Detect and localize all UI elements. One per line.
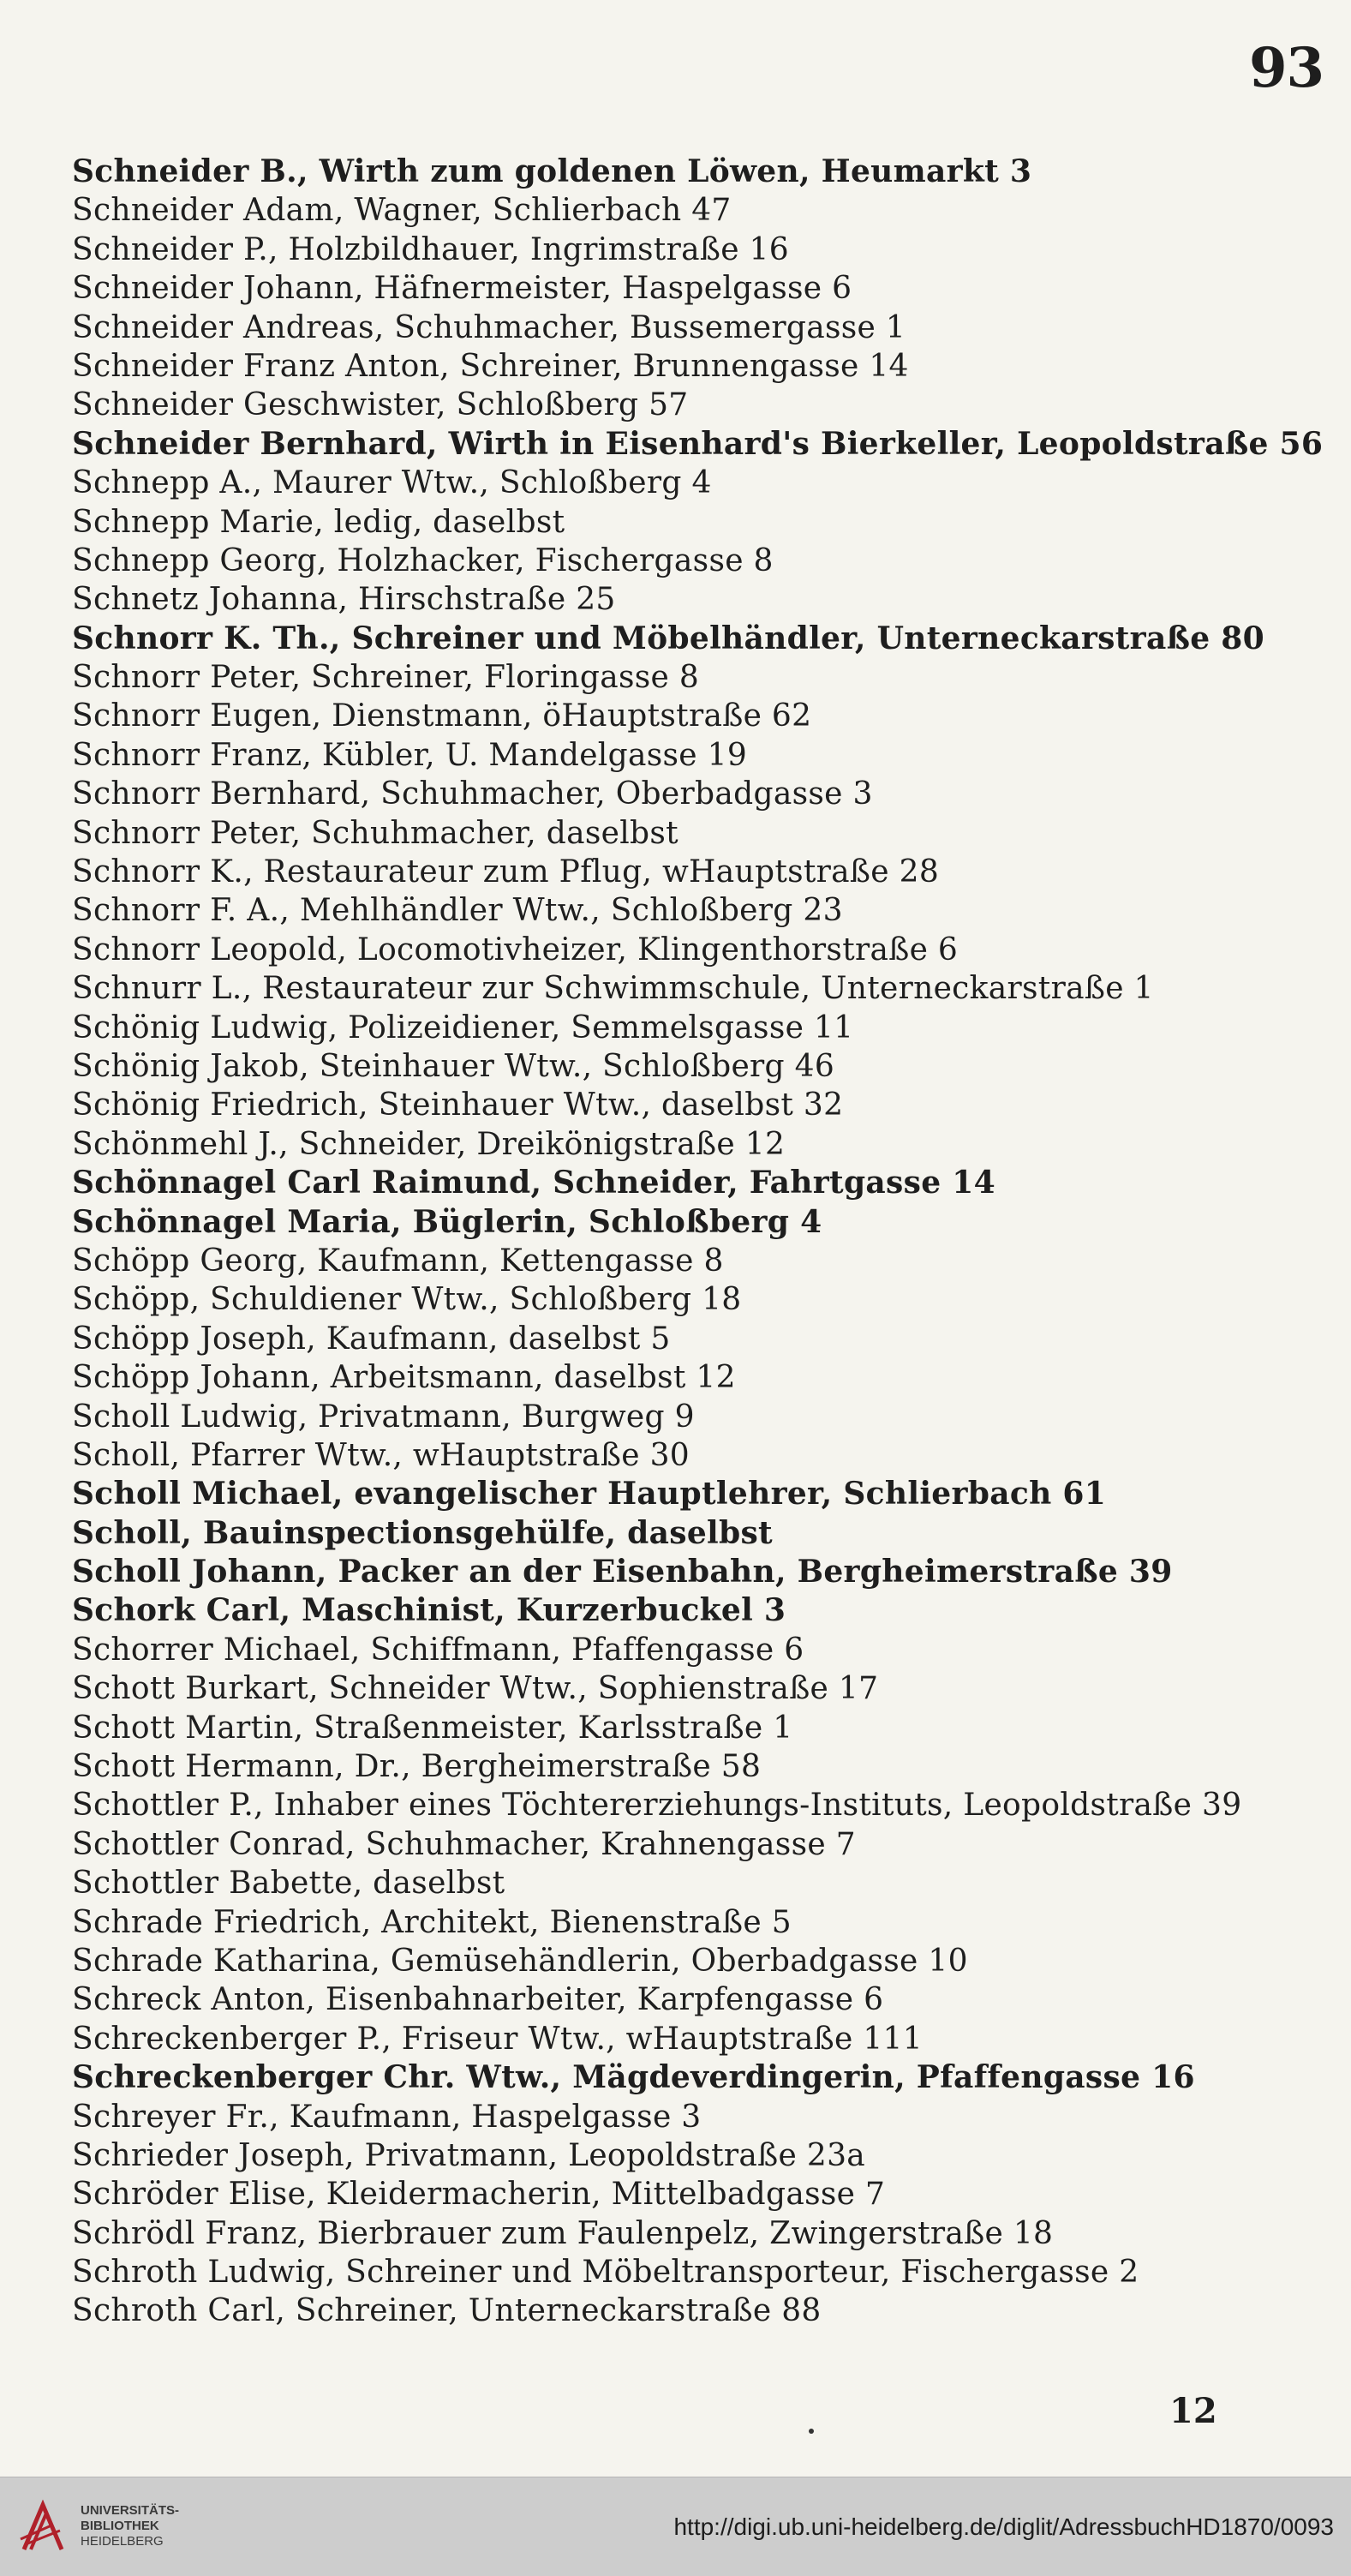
directory-entry: Schreyer Fr., Kaufmann, Haspelgasse 3 [72,2099,702,2135]
directory-entry: Schneider Adam, Wagner, Schlierbach 47 [72,193,732,229]
institution-line: BIBLIOTHEK [81,2519,159,2533]
directory-entry: Schnorr K., Restaurateur zum Pflug, wHauptstraße 28 [72,854,940,890]
directory-entry: Schorrer Michael, Schiffmann, Pfaffengasse 6 [72,1632,804,1668]
directory-entry: Schrade Friedrich, Architekt, Bienenstraße 5 [72,1904,792,1940]
directory-entry: Schroth Carl, Schreiner, Unterneckarstraße 88 [72,2293,822,2329]
address-list [72,153,1331,2331]
directory-entry: Schnepp Georg, Holzhacker, Fischergasse 8 [72,542,774,578]
directory-entry: Schott Burkart, Schneider Wtw., Sophienstraße 17 [72,1671,879,1707]
directory-entry: Schott Hermann, Dr., Bergheimerstraße 58 [72,1749,762,1785]
directory-entry: Scholl, Pfarrer Wtw., wHauptstraße 30 [72,1437,690,1473]
directory-entry: Schrödl Franz, Bierbrauer zum Faulenpelz, Zwingerstraße 18 [72,2215,1054,2251]
directory-entry: Scholl Johann, Packer an der Eisenbahn, Bergheimerstraße 39 [72,1554,1173,1591]
directory-entry: Schroth Ludwig, Schreiner und Möbeltransporteur, Fischergasse 2 [72,2255,1139,2291]
directory-entry: Schönnagel Carl Raimund, Schneider, Fahrtgasse 14 [72,1165,995,1201]
directory-entry: Schnorr F. A., Mehlhändler Wtw., Schloßberg 23 [72,893,843,929]
page-number: 93 [1248,36,1324,100]
directory-entry: Schottler Babette, daselbst [72,1866,505,1902]
directory-entry: Schnorr Franz, Kübler, U. Mandelgasse 19 [72,737,748,773]
directory-entry: Schneider Franz Anton, Schreiner, Brunnengasse 14 [72,348,909,384]
directory-entry: Schreckenberger P., Friseur Wtw., wHauptstraße 111 [72,2021,923,2057]
directory-entry: Schnorr Peter, Schuhmacher, daselbst [72,815,678,851]
institution-line: HEIDELBERG [81,2534,164,2549]
footer-bar [0,2477,1351,2576]
directory-entry: Schönnagel Maria, Büglerin, Schloßberg 4 [72,1203,822,1240]
directory-entry: Schnepp A., Maurer Wtw., Schloßberg 4 [72,465,712,501]
directory-entry: Schöpp Johann, Arbeitsmann, daselbst 12 [72,1360,736,1396]
directory-entry: Schnorr Bernhard, Schuhmacher, Oberbadgasse 3 [72,776,873,812]
directory-entry: Scholl, Bauinspectionsgehülfe, daselbst [72,1514,773,1551]
directory-entry: Schrieder Joseph, Privatmann, Leopoldstraße 23a [72,2137,866,2173]
institution-name [81,2503,179,2549]
directory-entry: Schönig Friedrich, Steinhauer Wtw., daselbst 32 [72,1087,844,1123]
directory-entry: Schreck Anton, Eisenbahnarbeiter, Karpfengasse 6 [72,1982,884,2018]
directory-entry: Schönig Ludwig, Polizeidiener, Semmelsgasse 11 [72,1009,854,1045]
institution-line: UNIVERSITÄTS- [81,2503,180,2518]
directory-entry: Schreckenberger Chr. Wtw., Mägdeverdingerin, Pfaffengasse 16 [72,2059,1195,2096]
ub-heidelberg-logo-icon [17,2500,70,2553]
directory-entry: Schönig Jakob, Steinhauer Wtw., Schloßberg 46 [72,1048,835,1084]
directory-entry: Schönmehl J., Schneider, Dreikönigstraße 12 [72,1126,786,1162]
directory-entry: Schnorr K. Th., Schreiner und Möbelhändler, Unterneckarstraße 80 [72,620,1264,656]
directory-entry: Schnorr Eugen, Dienstmann, öHauptstraße 62 [72,698,812,734]
print-speck [809,2429,814,2434]
directory-entry: Schnorr Peter, Schreiner, Floringasse 8 [72,660,700,696]
sheet-mark: 12 [1169,2391,1217,2431]
directory-entry: Schnorr Leopold, Locomotivheizer, Klingenthorstraße 6 [72,932,959,967]
directory-entry: Schneider P., Holzbildhauer, Ingrimstraße 16 [72,231,789,267]
directory-entry: Schöpp Joseph, Kaufmann, daselbst 5 [72,1321,671,1357]
directory-entry: Schneider Andreas, Schuhmacher, Bussemergasse 1 [72,309,906,345]
directory-entry: Schottler P., Inhaber eines Töchtererziehungs-Instituts, Leopoldstraße 39 [72,1788,1242,1824]
directory-entry: Schnetz Johanna, Hirschstraße 25 [72,582,616,618]
directory-entry: Schöpp Georg, Kaufmann, Kettengasse 8 [72,1243,724,1279]
directory-entry: Scholl Ludwig, Privatmann, Burgweg 9 [72,1399,695,1435]
directory-entry: Scholl Michael, evangelischer Hauptlehrer, Schlierbach 61 [72,1476,1107,1513]
directory-entry: Schork Carl, Maschinist, Kurzerbuckel 3 [72,1592,786,1629]
directory-entry: Schneider Johann, Häfnermeister, Haspelgasse 6 [72,271,852,307]
directory-entry: Schnepp Marie, ledig, daselbst [72,504,565,540]
directory-entry: Schneider Bernhard, Wirth in Eisenhard's Bierkeller, Leopoldstraße 56 [72,425,1324,462]
directory-entry: Schottler Conrad, Schuhmacher, Krahnengasse 7 [72,1826,856,1862]
directory-entry: Schrade Katharina, Gemüsehändlerin, Oberbadgasse 10 [72,1943,968,1979]
directory-entry: Schott Martin, Straßenmeister, Karlsstraße 1 [72,1710,793,1746]
directory-entry: Schnurr L., Restaurateur zur Schwimmschule, Unterneckarstraße 1 [72,971,1154,1007]
directory-entry: Schöpp, Schuldiener Wtw., Schloßberg 18 [72,1282,742,1318]
directory-entry: Schröder Elise, Kleidermacherin, Mittelbadgasse 7 [72,2177,886,2213]
directory-entry: Schneider B., Wirth zum goldenen Löwen, Heumarkt 3 [72,153,1032,189]
directory-entry: Schneider Geschwister, Schloßberg 57 [72,387,689,423]
source-url-link[interactable]: http://digi.ub.uni-heidelberg.de/diglit/AdressbuchHD1870/0093 [673,2513,1334,2540]
